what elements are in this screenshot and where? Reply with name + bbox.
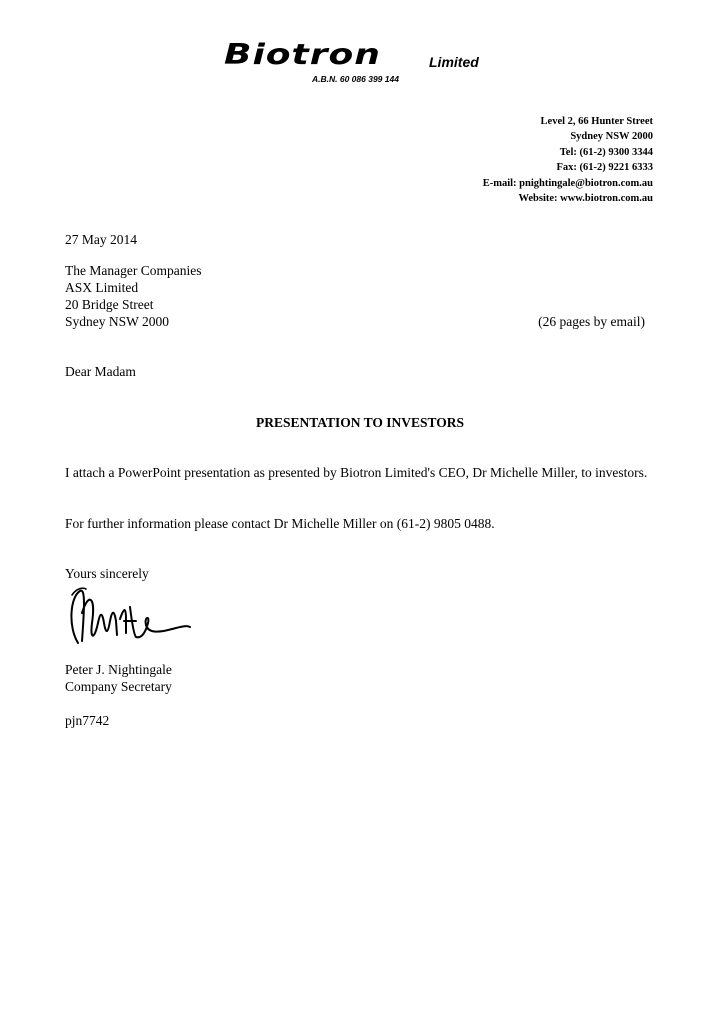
signer-name: Peter J. Nightingale — [65, 662, 172, 677]
contact-city-line: Sydney NSW 2000 — [570, 131, 653, 143]
letter-date: 27 May 2014 — [65, 232, 137, 247]
recipient-line: 20 Bridge Street — [65, 297, 154, 312]
logo-suffix: Limited — [429, 54, 479, 70]
abn-number: A.B.N. 60 086 399 144 — [312, 74, 399, 84]
closing: Yours sincerely — [65, 566, 149, 581]
signature-image — [62, 583, 194, 653]
contact-block — [483, 114, 653, 206]
recipient-line: Sydney NSW 2000 — [65, 314, 170, 329]
contact-website: Website: www.biotron.com.au — [518, 193, 653, 205]
logo-wordmark: Biotron — [224, 39, 381, 72]
contact-phone: Tel: (61-2) 9300 3344 — [559, 146, 653, 158]
subject-heading: PRESENTATION TO INVESTORS — [255, 415, 465, 430]
contact-address-line: Level 2, 66 Hunter Street — [540, 116, 653, 127]
signer-title: Company Secretary — [65, 679, 172, 694]
signer-block — [65, 661, 172, 695]
reference-code: pjn7742 — [65, 713, 110, 728]
salutation: Dear Madam — [65, 364, 136, 379]
biotron-logo — [224, 40, 500, 90]
recipient-line: The Manager Companies — [65, 263, 202, 278]
recipient-address — [65, 262, 201, 330]
recipient-line: ASX Limited — [65, 280, 139, 295]
body-paragraph: I attach a PowerPoint presentation as presented by Biotron Limited's CEO, Dr Michelle Miller, to investors. — [65, 465, 648, 480]
contact-fax: Fax: (61-2) 9221 6333 — [556, 162, 653, 174]
contact-paragraph: For further information please contact Dr Michelle Miller on (61-2) 9805 0488. — [65, 516, 495, 531]
delivery-note: (26 pages by email) — [538, 314, 645, 329]
contact-email: E-mail: pnightingale@biotron.com.au — [482, 177, 653, 189]
